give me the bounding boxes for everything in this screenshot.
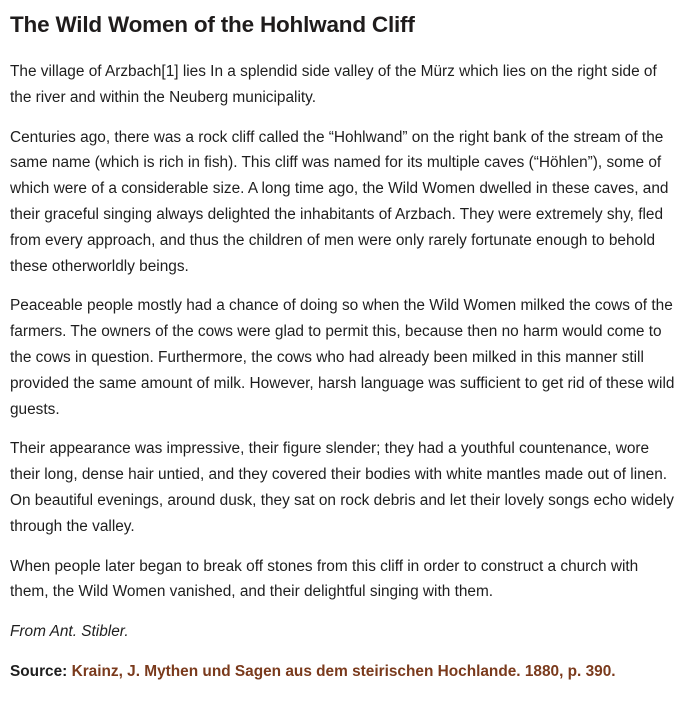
page-title: The Wild Women of the Hohlwand Cliff (10, 12, 415, 37)
source-label: Source: (10, 662, 72, 680)
attribution: From Ant. Stibler. (10, 623, 129, 641)
source-link[interactable]: Krainz, J. Mythen und Sagen aus dem steirischen Hochlande. 1880, p. 390. (71, 662, 616, 680)
paragraph-1: The village of Arzbach[1] lies In a splendid side valley of the Mürz which lies on the right side of the river and within the Neuberg municipality. (10, 63, 657, 106)
paragraph-4: Their appearance was impressive, their figure slender; they had a youthful countenance, wore their long, dense hair untied, and they covered their bodies with white mantles made out of linen. On beautiful evenings, around dusk, they sat on rock debris and let their lovely songs echo widely through the valley. (10, 440, 674, 535)
source-line (10, 659, 675, 685)
paragraph-3: Peaceable people mostly had a chance of doing so when the Wild Women milked the cows of the farmers. The owners of the cows were glad to permit this, because then no harm would come to the cows in question. Furthermore, the cows who had already been milked in this manner still provided the same amount of milk. However, harsh language was sufficient to get rid of these wild guests. (10, 297, 675, 418)
paragraph-5: When people later began to break off stones from this cliff in order to construct a church with them, the Wild Women vanished, and their delightful singing with them. (10, 557, 639, 601)
paragraph-2: Centuries ago, there was a rock cliff called the “Hohlwand” on the right bank of the stream of the same name (which is rich in fish). This cliff was named for its multiple caves (“Höhlen”), some of which were of a considerable size. A long time ago, the Wild Women dwelled in these caves, and their graceful singing always delighted the inhabitants of Arzbach. They were extremely shy, fled from every approach, and thus the children of men were only rarely fortunate enough to behold these otherworldly beings. (10, 128, 669, 275)
